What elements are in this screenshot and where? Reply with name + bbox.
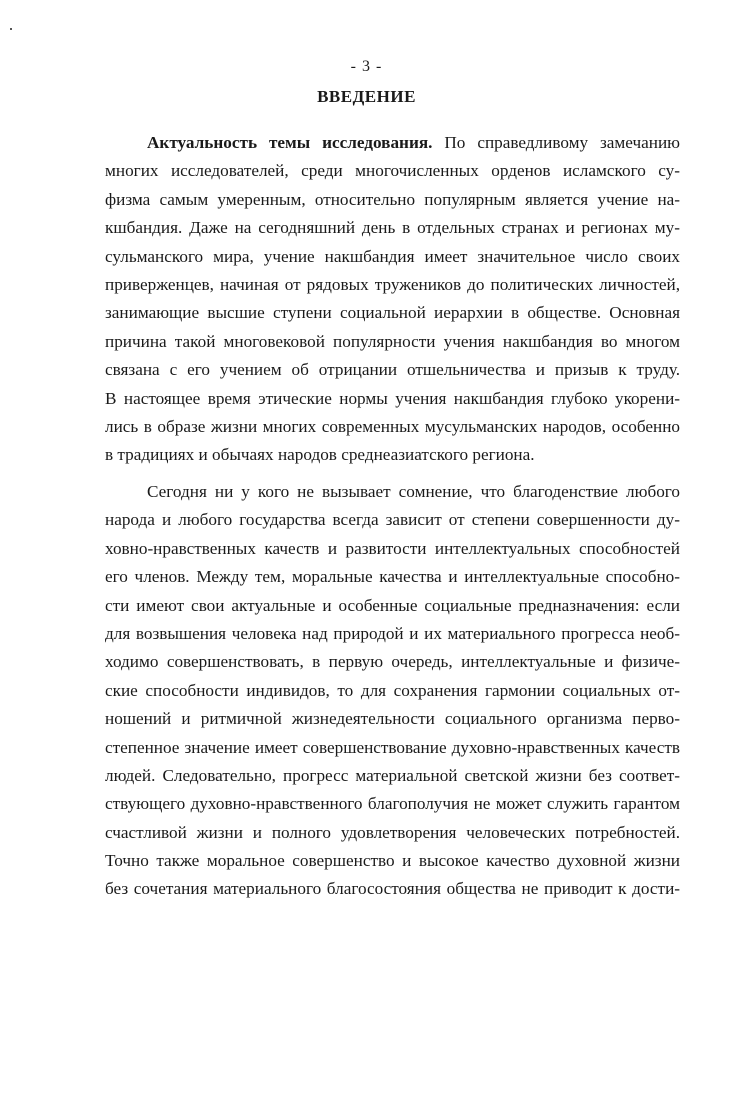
text-line: его членов. Между тем, моральные качества и интеллектуальные способно- <box>105 567 680 587</box>
text-line: кшбандия. Даже на сегодняшний день в отдельных странах и регионах му- <box>105 218 680 238</box>
text-line: без сочетания материального благосостояния общества не приводит к дости- <box>105 879 680 899</box>
paragraph-first-line <box>105 129 680 157</box>
text-line: Точно также моральное совершенство и высокое качество духовной жизни <box>105 851 680 871</box>
text-line: ношений и ритмичной жизнедеятельности социального организма перво- <box>105 709 680 729</box>
paragraph-relevance <box>105 129 680 470</box>
text-line: причина такой многовековой популярности учения накшбандия во многом <box>105 331 680 351</box>
text-line: счастливой жизни и полного удовлетворения человеческих потребностей. <box>105 822 680 842</box>
text-line: в традициях и обычаях народов среднеазиатского региона. <box>105 445 535 465</box>
text-line: физма самым умеренным, относительно популярным является учение на- <box>105 189 680 209</box>
section-heading: ВВЕДЕНИЕ <box>317 87 416 106</box>
scan-artifact <box>10 28 12 30</box>
paragraph-lead-term: Актуальность темы исследования. <box>147 133 433 152</box>
text-line: степенное значение имеет совершенствование духовно-нравственных качеств <box>105 737 680 757</box>
text-line: ские способности индивидов, то для сохранения гармонии социальных от- <box>105 680 680 700</box>
text-line: сульманского мира, учение накшбандия имеет значительное число своих <box>105 246 680 266</box>
text-line: для возвышения человека над природой и их материального прогресса необ- <box>105 623 680 643</box>
text-line: народа и любого государства всегда зависит от степени совершенности ду- <box>105 510 680 530</box>
text-line: связана с его учением об отрицании отшельничества и призыв к труду. <box>105 360 680 380</box>
text-line: ходимо совершенствовать, в первую очередь, интеллектуальные и физиче- <box>105 652 680 672</box>
paragraph-first-line: Сегодня ни у кого не вызывает сомнение, что благоденствие любого <box>147 482 680 501</box>
paragraph-wellbeing <box>105 478 680 904</box>
page-number: - 3 - <box>350 58 383 75</box>
text-line: занимающие высшие ступени социальной иерархии в обществе. Основная <box>105 303 680 323</box>
text-line: многих исследователей, среди многочисленных орденов исламского су- <box>105 161 680 181</box>
text-line: ствующего духовно-нравственного благополучия не может служить гарантом <box>105 794 680 814</box>
text-line: сти имеют свои актуальные и особенные социальные предназначения: если <box>105 595 680 615</box>
text-line: ховно-нравственных качеств и развитости интеллектуальных способностей <box>105 538 680 558</box>
text-line: лись в образе жизни многих современных мусульманских народов, особенно <box>105 416 680 436</box>
text-line: приверженцев, начиная от рядовых тружеников до политических личностей, <box>105 274 680 294</box>
text-line: В настоящее время этические нормы учения накшбандия глубоко укорени- <box>105 388 680 408</box>
text-line: людей. Следовательно, прогресс материальной светской жизни без соответ- <box>105 765 680 785</box>
paragraph-first-line-text: По справедливому замечанию <box>432 133 680 152</box>
